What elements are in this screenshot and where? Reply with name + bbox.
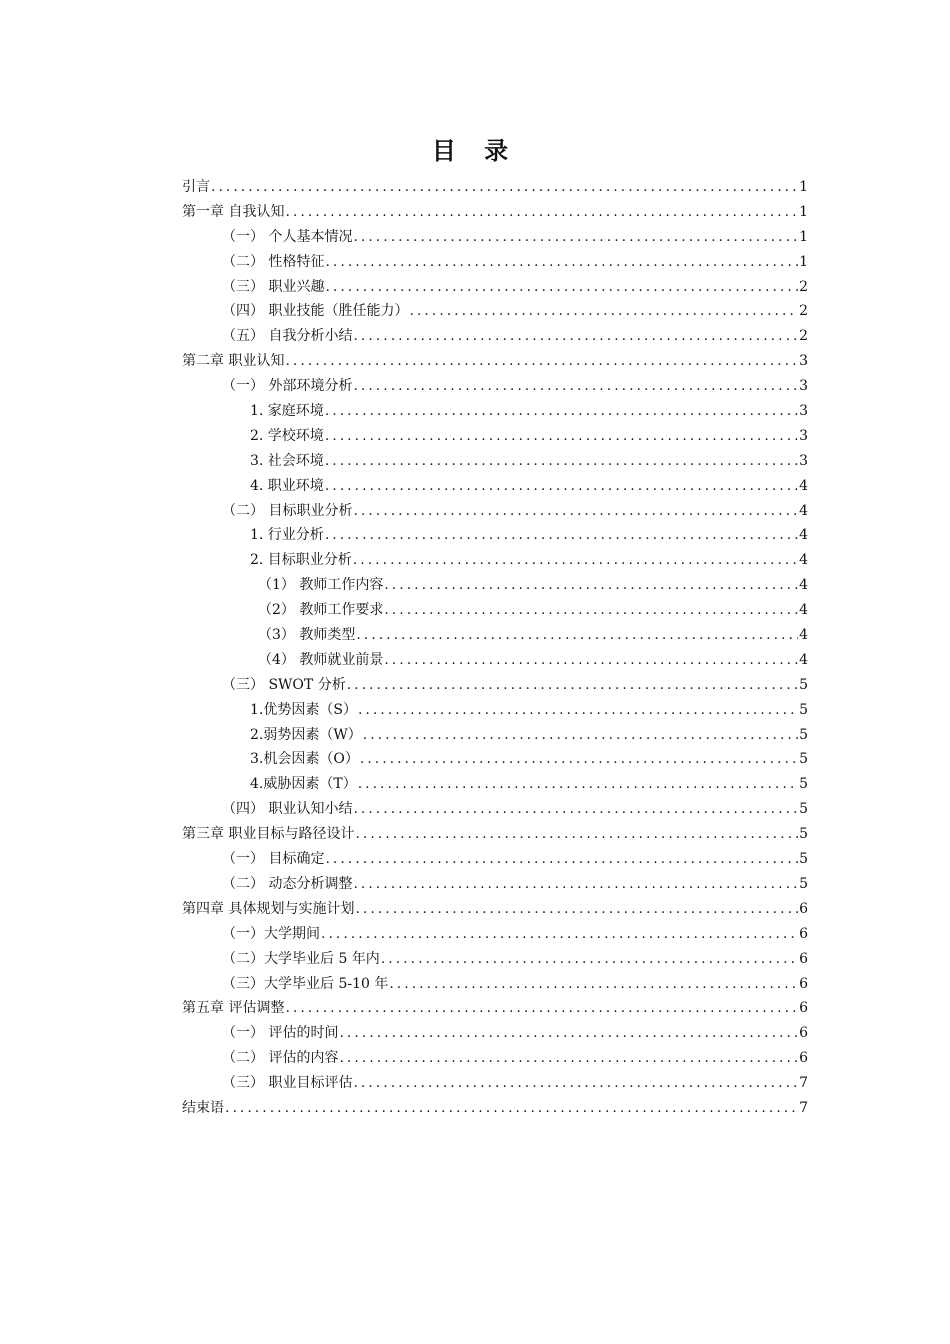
toc-entry[interactable]: [182, 1071, 808, 1096]
toc-entry[interactable]: [182, 698, 808, 723]
toc-entry-label: 第四章 具体规划与实施计划: [182, 900, 355, 917]
toc-entry-page-number: 6: [799, 1025, 808, 1042]
toc-dot-leader: [325, 847, 798, 872]
toc-entry-page-number: 3: [799, 427, 808, 444]
toc-entry-page-number: 7: [799, 1075, 808, 1092]
toc-entry-page-number: 6: [799, 1050, 808, 1067]
toc-entry-label: 4. 职业环境: [250, 477, 324, 494]
toc-entry-label: （一） 个人基本情况: [222, 228, 353, 245]
toc-entry-label: 3. 社会环境: [250, 452, 324, 469]
toc-entry[interactable]: [182, 797, 808, 822]
toc-entry-page-number: 2: [799, 303, 808, 320]
toc-entry[interactable]: [182, 972, 808, 997]
toc-entry-label: 第三章 职业目标与路径设计: [182, 826, 355, 843]
toc-entry-page-number: 4: [799, 602, 808, 619]
toc-entry-label: 1.优势因素（S）: [250, 701, 357, 718]
toc-entry-page-number: 7: [799, 1099, 808, 1116]
toc-entry-label: 第二章 职业认知: [182, 353, 285, 370]
toc-dot-leader: [325, 250, 798, 275]
toc-entry[interactable]: [182, 822, 808, 847]
toc-entry-label: （二）大学毕业后 5 年内: [222, 950, 380, 967]
toc-entry-page-number: 6: [799, 950, 808, 967]
toc-entry[interactable]: [182, 648, 808, 673]
toc-entry[interactable]: [182, 897, 808, 922]
table-of-contents: [182, 175, 808, 1121]
toc-entry[interactable]: [182, 200, 808, 225]
toc-entry-page-number: 1: [799, 179, 808, 195]
toc-entry[interactable]: [182, 299, 808, 324]
toc-entry-label: （四） 职业技能（胜任能力）: [222, 303, 409, 320]
toc-entry-page-number: 6: [799, 1000, 808, 1017]
toc-dot-leader: [347, 673, 798, 698]
toc-entry-page-number: 3: [799, 403, 808, 420]
toc-entry-page-number: 4: [799, 627, 808, 644]
toc-entry[interactable]: [182, 1046, 808, 1071]
toc-dot-leader: [360, 747, 798, 772]
toc-dot-leader: [355, 822, 798, 847]
toc-dot-leader: [353, 499, 798, 524]
toc-entry-page-number: 4: [799, 552, 808, 569]
toc-dot-leader: [339, 1021, 798, 1046]
toc-entry-page-number: 1: [799, 253, 808, 270]
toc-entry-page-number: 5: [799, 801, 808, 818]
toc-entry[interactable]: [182, 523, 808, 548]
toc-entry[interactable]: [182, 424, 808, 449]
toc-entry[interactable]: [182, 175, 808, 200]
toc-entry-label: （一） 目标确定: [222, 851, 325, 868]
toc-dot-leader: [353, 324, 798, 349]
toc-dot-leader: [389, 972, 798, 997]
toc-entry-label: （三）大学毕业后 5-10 年: [222, 975, 389, 992]
toc-dot-leader: [358, 698, 798, 723]
toc-entry[interactable]: [182, 1021, 808, 1046]
toc-entry-page-number: 6: [799, 975, 808, 992]
toc-dot-leader: [225, 1096, 798, 1121]
toc-entry-page-number: 5: [799, 751, 808, 768]
toc-dot-leader: [409, 299, 798, 324]
toc-entry-label: （二） 评估的内容: [222, 1050, 339, 1067]
toc-dot-leader: [353, 225, 798, 250]
toc-entry[interactable]: [182, 225, 808, 250]
toc-entry-label: 2. 目标职业分析: [250, 552, 352, 569]
toc-entry[interactable]: [182, 474, 808, 499]
toc-dot-leader: [321, 922, 798, 947]
toc-dot-leader: [363, 723, 798, 748]
toc-entry-page-number: 5: [799, 851, 808, 868]
toc-entry[interactable]: [182, 374, 808, 399]
toc-entry-label: （2） 教师工作要求: [258, 602, 384, 619]
toc-entry[interactable]: [182, 499, 808, 524]
toc-dot-leader: [353, 872, 798, 897]
toc-entry-label: 1. 行业分析: [250, 527, 324, 544]
toc-entry[interactable]: [182, 250, 808, 275]
toc-entry-page-number: 5: [799, 826, 808, 843]
toc-dot-leader: [384, 648, 798, 673]
toc-dot-leader: [325, 424, 798, 449]
toc-entry[interactable]: [182, 996, 808, 1021]
toc-entry-label: （二） 性格特征: [222, 253, 325, 270]
toc-dot-leader: [339, 1046, 798, 1071]
toc-entry-label: （3） 教师类型: [258, 627, 356, 644]
toc-entry-page-number: 5: [799, 676, 808, 693]
toc-entry-page-number: 5: [799, 726, 808, 743]
toc-entry[interactable]: [182, 324, 808, 349]
toc-title: 目 录: [431, 137, 519, 165]
toc-dot-leader: [356, 623, 798, 648]
toc-entry-label: 结束语: [182, 1099, 224, 1116]
toc-entry-label: （二） 动态分析调整: [222, 875, 353, 892]
toc-entry-label: （1） 教师工作内容: [258, 577, 384, 594]
toc-entry-page-number: 5: [799, 701, 808, 718]
toc-entry[interactable]: [182, 449, 808, 474]
toc-dot-leader: [381, 947, 798, 972]
toc-entry-label: （一） 外部环境分析: [222, 378, 353, 395]
toc-entry-page-number: 4: [799, 651, 808, 668]
toc-entry-page-number: 5: [799, 875, 808, 892]
toc-entry[interactable]: [182, 772, 808, 797]
toc-entry[interactable]: [182, 747, 808, 772]
toc-entry-label: （一） 评估的时间: [222, 1025, 339, 1042]
toc-entry-label: （一）大学期间: [222, 925, 320, 942]
toc-dot-leader: [325, 399, 798, 424]
toc-dot-leader: [211, 175, 798, 200]
toc-entry[interactable]: [182, 275, 808, 300]
toc-entry[interactable]: [182, 598, 808, 623]
toc-entry-label: （三） SWOT 分析: [222, 676, 346, 693]
toc-entry-label: （三） 职业目标评估: [222, 1075, 353, 1092]
toc-entry[interactable]: [182, 623, 808, 648]
toc-entry-page-number: 1: [799, 203, 808, 220]
toc-entry-label: 2. 学校环境: [250, 427, 324, 444]
toc-entry-label: 2.弱势因素（W）: [250, 726, 362, 743]
toc-entry[interactable]: [182, 573, 808, 598]
toc-entry-page-number: 6: [799, 925, 808, 942]
toc-entry-page-number: 2: [799, 328, 808, 345]
toc-entry-label: 3.机会因素（O）: [250, 751, 359, 768]
toc-dot-leader: [325, 474, 798, 499]
toc-entry[interactable]: [182, 922, 808, 947]
toc-dot-leader: [384, 598, 798, 623]
toc-entry-page-number: 5: [799, 776, 808, 793]
toc-entry-page-number: 2: [799, 278, 808, 295]
toc-dot-leader: [384, 573, 798, 598]
toc-dot-leader: [355, 897, 798, 922]
toc-dot-leader: [358, 772, 798, 797]
toc-entry-label: （4） 教师就业前景: [258, 651, 384, 668]
toc-entry-page-number: 4: [799, 577, 808, 594]
toc-entry-label: 4.威胁因素（T）: [250, 776, 357, 793]
toc-entry[interactable]: [182, 947, 808, 972]
toc-entry-label: 第一章 自我认知: [182, 203, 285, 220]
toc-entry-label: （五） 自我分析小结: [222, 328, 353, 345]
toc-entry-page-number: 3: [799, 378, 808, 395]
toc-entry-page-number: 4: [799, 527, 808, 544]
toc-dot-leader: [325, 449, 798, 474]
toc-dot-leader: [325, 275, 798, 300]
toc-dot-leader: [353, 548, 798, 573]
toc-entry-page-number: 3: [799, 353, 808, 370]
toc-entry-label: 引言: [182, 179, 210, 195]
toc-entry[interactable]: [182, 349, 808, 374]
toc-dot-leader: [285, 200, 798, 225]
toc-entry-page-number: 1: [799, 228, 808, 245]
toc-entry-page-number: 6: [799, 900, 808, 917]
toc-entry-label: （三） 职业兴趣: [222, 278, 325, 295]
toc-dot-leader: [325, 523, 798, 548]
toc-entry-page-number: 4: [799, 502, 808, 519]
toc-dot-leader: [353, 374, 798, 399]
toc-entry-label: （二） 目标职业分析: [222, 502, 353, 519]
toc-entry-label: 1. 家庭环境: [250, 403, 324, 420]
toc-entry[interactable]: [182, 399, 808, 424]
toc-entry[interactable]: [182, 1096, 808, 1121]
toc-entry-page-number: 4: [799, 477, 808, 494]
toc-dot-leader: [285, 996, 798, 1021]
toc-dot-leader: [353, 1071, 798, 1096]
toc-entry[interactable]: [182, 872, 808, 897]
toc-entry-page-number: 3: [799, 452, 808, 469]
toc-dot-leader: [285, 349, 798, 374]
toc-entry[interactable]: [182, 548, 808, 573]
toc-entry-label: （四） 职业认知小结: [222, 801, 353, 818]
toc-entry-label: 第五章 评估调整: [182, 1000, 285, 1017]
toc-dot-leader: [353, 797, 798, 822]
toc-entry[interactable]: [182, 673, 808, 698]
toc-entry[interactable]: [182, 847, 808, 872]
toc-entry[interactable]: [182, 723, 808, 748]
